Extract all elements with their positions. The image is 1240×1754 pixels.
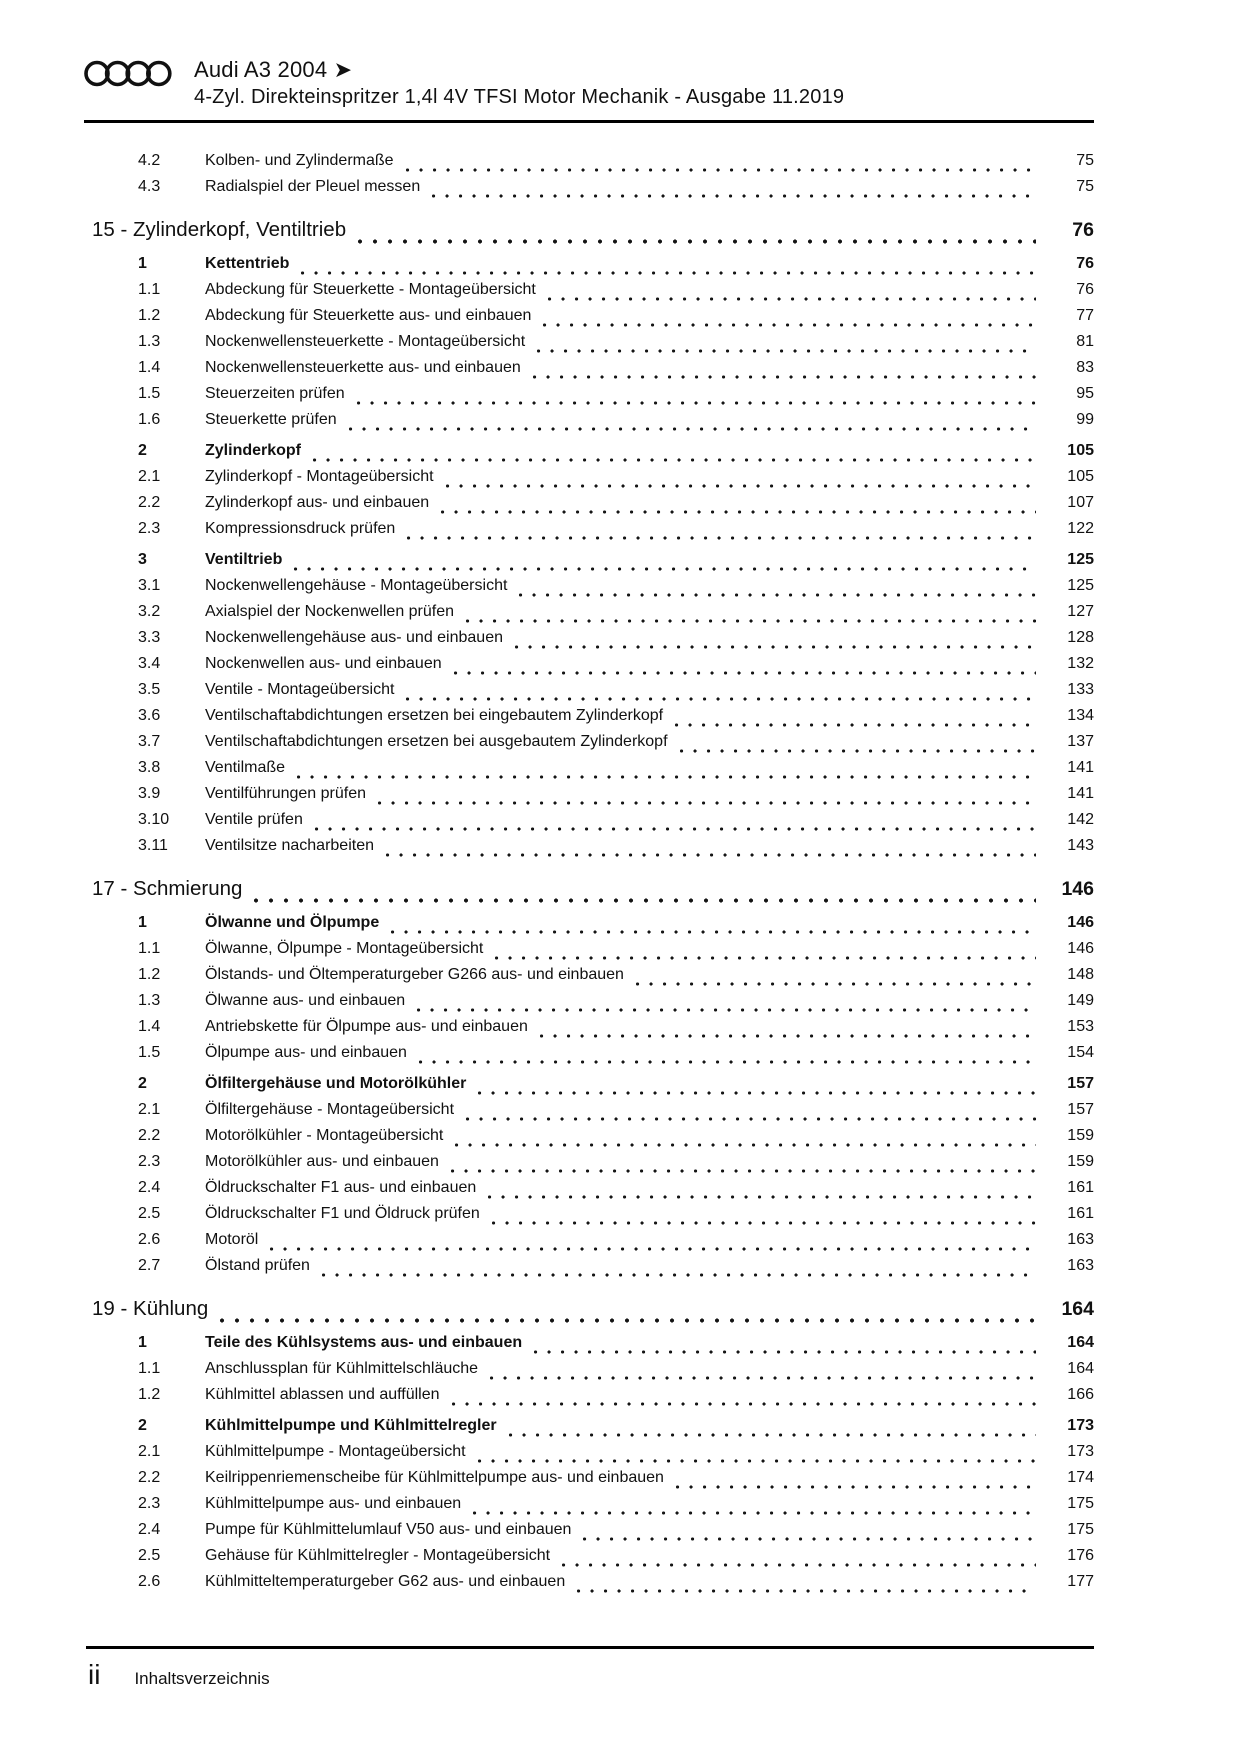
toc-entry-page: 142 [1067, 811, 1094, 828]
footer-divider [86, 1646, 1094, 1649]
toc-row [88, 411, 1094, 437]
dot-leader [315, 827, 1036, 831]
page-footer [88, 1660, 270, 1690]
toc-entry-title: Ölfiltergehäuse und Motorölkühler [205, 1075, 467, 1092]
toc-entry-title: Ölfiltergehäuse - Montageübersicht [205, 1101, 455, 1118]
toc-entry-number: 2.7 [138, 1257, 161, 1274]
toc-entry-number: 2.2 [138, 494, 161, 511]
toc-entry-title: Zylinderkopf - Montageübersicht [205, 468, 434, 485]
toc-entry-page: 153 [1067, 1018, 1094, 1035]
toc-entry-page: 127 [1067, 603, 1094, 620]
toc-entry-page: 95 [1076, 385, 1094, 402]
dot-leader [301, 271, 1036, 275]
toc-row [88, 1360, 1094, 1386]
toc-entry-number: 1.3 [138, 992, 161, 1009]
toc-entry-page: 105 [1067, 468, 1094, 485]
header-divider [84, 120, 1094, 123]
toc-entry-title: Ventilmaße [205, 759, 286, 776]
dot-leader [533, 375, 1036, 379]
toc-row [88, 442, 1094, 468]
dot-leader [407, 536, 1036, 540]
toc-row [88, 255, 1094, 281]
toc-entry-number: 1.2 [138, 307, 161, 324]
dot-leader [322, 1273, 1036, 1277]
footer-section-label: Inhaltsverzeichnis [134, 1669, 270, 1688]
dot-leader [406, 697, 1036, 701]
toc-row [88, 385, 1094, 411]
toc-row [88, 1231, 1094, 1257]
toc-row [88, 333, 1094, 359]
toc-entry-page: 174 [1067, 1469, 1094, 1486]
toc-entry-title: Kompressionsdruck prüfen [205, 520, 396, 537]
toc-row [88, 837, 1094, 863]
toc-row [88, 1018, 1094, 1044]
toc-row [88, 1469, 1094, 1495]
toc-entry-number: 1 [138, 255, 147, 272]
toc-row [88, 1547, 1094, 1573]
toc-entry-page: 164 [1067, 1360, 1094, 1377]
toc-row [88, 877, 1094, 909]
toc-entry-page: 76 [1076, 281, 1094, 298]
dot-leader [466, 1117, 1036, 1121]
toc-row [88, 1417, 1094, 1443]
toc-entry-title: Abdeckung für Steuerkette aus- und einbauen [205, 307, 532, 324]
dot-leader [562, 1563, 1036, 1567]
toc-row [88, 494, 1094, 520]
toc-row [88, 468, 1094, 494]
toc-entry-page: 125 [1067, 577, 1094, 594]
toc-row [88, 603, 1094, 629]
toc-entry-number: 3.10 [138, 811, 170, 828]
toc-entry-title: Nockenwellengehäuse aus- und einbauen [205, 629, 503, 646]
toc-row [88, 520, 1094, 546]
toc-row [88, 218, 1094, 250]
toc-entry-page: 176 [1067, 1547, 1094, 1564]
toc [88, 152, 1094, 1599]
toc-row [88, 629, 1094, 655]
toc-entry-number: 2.1 [138, 468, 161, 485]
dot-leader [537, 349, 1036, 353]
toc-entry-title: Gehäuse für Kühlmittelregler - Montageübersicht [205, 1547, 551, 1564]
toc-entry-page: 75 [1076, 178, 1094, 195]
toc-entry-title: 17 - Schmierung [92, 877, 243, 900]
page-header [84, 56, 1094, 110]
dot-leader [452, 1402, 1036, 1406]
toc-row [88, 733, 1094, 759]
dot-leader [543, 323, 1036, 327]
toc-entry-title: Ölwanne aus- und einbauen [205, 992, 406, 1009]
toc-entry-page: 175 [1067, 1495, 1094, 1512]
toc-entry-number: 1.5 [138, 1044, 161, 1061]
toc-row [88, 940, 1094, 966]
dot-leader [441, 510, 1036, 514]
toc-row [88, 992, 1094, 1018]
toc-entry-number: 2.2 [138, 1127, 161, 1144]
toc-row [88, 1179, 1094, 1205]
dot-leader [357, 401, 1036, 405]
toc-entry-number: 1.2 [138, 1386, 161, 1403]
dot-leader [294, 567, 1036, 571]
page-number: ii [88, 1659, 101, 1690]
toc-entry-number: 3.6 [138, 707, 161, 724]
dot-leader [495, 956, 1036, 960]
toc-entry-title: Kühlmittelpumpe aus- und einbauen [205, 1495, 462, 1512]
toc-entry-title: Steuerkette prüfen [205, 411, 337, 428]
dot-leader [540, 1034, 1036, 1038]
toc-entry-page: 159 [1067, 1153, 1094, 1170]
header-text [194, 56, 844, 110]
dot-leader [297, 775, 1036, 779]
toc-entry-title: Motoröl [205, 1231, 259, 1248]
toc-entry-title: Nockenwellengehäuse - Montageübersicht [205, 577, 508, 594]
toc-row [88, 1044, 1094, 1070]
toc-entry-number: 1.3 [138, 333, 161, 350]
toc-entry-title: Radialspiel der Pleuel messen [205, 178, 421, 195]
toc-row [88, 655, 1094, 681]
toc-entry-number: 3.3 [138, 629, 161, 646]
toc-entry-number: 2.6 [138, 1573, 161, 1590]
toc-entry-number: 2.4 [138, 1521, 161, 1538]
toc-entry-number: 3.8 [138, 759, 161, 776]
toc-entry-title: Ventiltrieb [205, 551, 283, 568]
toc-entry-page: 173 [1067, 1443, 1094, 1460]
toc-entry-title: Anschlussplan für Kühlmittelschläuche [205, 1360, 479, 1377]
toc-row [88, 1297, 1094, 1329]
toc-entry-number: 3.11 [138, 837, 168, 854]
toc-entry-title: Teile des Kühlsystems aus- und einbauen [205, 1334, 523, 1351]
toc-entry-page: 76 [1072, 219, 1094, 241]
toc-entry-number: 3.7 [138, 733, 161, 750]
toc-entry-title: Pumpe für Kühlmittelumlauf V50 aus- und einbauen [205, 1521, 572, 1538]
dot-leader [473, 1511, 1036, 1515]
toc-entry-number: 2.3 [138, 1153, 161, 1170]
toc-entry-title: Antriebskette für Ölpumpe aus- und einbauen [205, 1018, 528, 1035]
toc-entry-number: 3.9 [138, 785, 161, 802]
toc-entry-number: 2.2 [138, 1469, 161, 1486]
toc-entry-page: 134 [1067, 707, 1094, 724]
toc-entry-number: 2 [138, 442, 147, 459]
toc-entry-title: Ölwanne und Ölpumpe [205, 914, 380, 931]
toc-entry-title: Kühlmittelpumpe - Montageübersicht [205, 1443, 466, 1460]
toc-entry-page: 128 [1067, 629, 1094, 646]
toc-entry-page: 107 [1067, 494, 1094, 511]
toc-entry-title: Nockenwellen aus- und einbauen [205, 655, 442, 672]
toc-entry-number: 2 [138, 1417, 147, 1434]
toc-entry-page: 164 [1061, 1298, 1094, 1320]
toc-row [88, 1127, 1094, 1153]
toc-row [88, 307, 1094, 333]
toc-entry-page: 157 [1067, 1075, 1094, 1092]
dot-leader [636, 982, 1036, 986]
toc-row [88, 1153, 1094, 1179]
toc-entry-title: Motorölkühler - Montageübersicht [205, 1127, 444, 1144]
dot-leader [386, 853, 1036, 857]
toc-entry-number: 3.2 [138, 603, 161, 620]
toc-entry-title: Öldruckschalter F1 und Öldruck prüfen [205, 1205, 480, 1222]
dot-leader [478, 1091, 1036, 1095]
dot-leader [254, 898, 1036, 903]
toc-entry-page: 141 [1067, 759, 1094, 776]
toc-row [88, 966, 1094, 992]
dot-leader [406, 168, 1036, 172]
toc-row [88, 707, 1094, 733]
dot-leader [488, 1195, 1036, 1199]
toc-entry-page: 177 [1067, 1573, 1094, 1590]
dot-leader [432, 194, 1036, 198]
toc-entry-page: 166 [1067, 1386, 1094, 1403]
toc-row [88, 281, 1094, 307]
toc-row [88, 577, 1094, 603]
toc-row [88, 811, 1094, 837]
toc-entry-title: Ölstands- und Öltemperaturgeber G266 aus- und einbauen [205, 966, 624, 983]
toc-entry-number: 1.4 [138, 359, 161, 376]
toc-entry-page: 159 [1067, 1127, 1094, 1144]
toc-entry-title: Abdeckung für Steuerkette - Montageübersicht [205, 281, 536, 298]
toc-entry-number: 4.3 [138, 178, 161, 195]
toc-entry-number: 4.2 [138, 152, 161, 169]
toc-entry-page: 146 [1067, 940, 1094, 957]
toc-entry-title: 15 - Zylinderkopf, Ventiltrieb [92, 218, 347, 241]
toc-entry-page: 75 [1076, 152, 1094, 169]
toc-entry-title: Kettentrieb [205, 255, 290, 272]
model-title: Audi A3 2004 ➤ [194, 57, 353, 82]
toc-row [88, 551, 1094, 577]
dot-leader [680, 749, 1036, 753]
toc-entry-page: 175 [1067, 1521, 1094, 1538]
dot-leader [676, 1485, 1036, 1489]
toc-entry-page: 173 [1067, 1417, 1094, 1434]
toc-entry-page: 141 [1067, 785, 1094, 802]
toc-entry-number: 2.1 [138, 1101, 161, 1118]
toc-row [88, 1205, 1094, 1231]
toc-entry-title: Öldruckschalter F1 aus- und einbauen [205, 1179, 477, 1196]
toc-entry-number: 2.4 [138, 1179, 161, 1196]
dot-leader [509, 1433, 1036, 1437]
dot-leader [451, 1169, 1036, 1173]
toc-entry-number: 1 [138, 1334, 147, 1351]
dot-leader [455, 1143, 1036, 1147]
toc-entry-title: Nockenwellensteuerkette - Montageübersicht [205, 333, 526, 350]
toc-entry-title: Ventile prüfen [205, 811, 303, 828]
dot-leader [519, 593, 1036, 597]
toc-entry-number: 1 [138, 914, 147, 931]
toc-row [88, 152, 1094, 178]
toc-entry-page: 77 [1076, 307, 1094, 324]
toc-entry-title: Steuerzeiten prüfen [205, 385, 345, 402]
toc-entry-title: 19 - Kühlung [92, 1297, 209, 1320]
toc-entry-title: Ölstand prüfen [205, 1257, 310, 1274]
toc-entry-page: 105 [1067, 442, 1094, 459]
toc-entry-title: Kühlmittel ablassen und auffüllen [205, 1386, 440, 1403]
toc-entry-title: Ventilsitze nacharbeiten [205, 837, 374, 854]
toc-entry-number: 3 [138, 551, 147, 568]
toc-entry-title: Ventilschaftabdichtungen ersetzen bei eingebautem Zylinderkopf [205, 707, 664, 724]
toc-entry-number: 1.4 [138, 1018, 161, 1035]
toc-row [88, 759, 1094, 785]
toc-row [88, 1334, 1094, 1360]
toc-entry-page: 146 [1067, 914, 1094, 931]
toc-entry-page: 161 [1067, 1179, 1094, 1196]
toc-entry-title: Ventile - Montageübersicht [205, 681, 395, 698]
dot-leader [419, 1060, 1036, 1064]
toc-entry-page: 83 [1076, 359, 1094, 376]
dot-leader [548, 297, 1036, 301]
toc-entry-page: 149 [1067, 992, 1094, 1009]
toc-row [88, 178, 1094, 204]
toc-row [88, 1075, 1094, 1101]
toc-row [88, 1443, 1094, 1469]
dot-leader [515, 645, 1036, 649]
toc-entry-page: 76 [1076, 255, 1094, 272]
dot-leader [454, 671, 1036, 675]
toc-entry-number: 1.1 [138, 940, 161, 957]
toc-entry-page: 143 [1067, 837, 1094, 854]
toc-row [88, 914, 1094, 940]
toc-entry-title: Zylinderkopf aus- und einbauen [205, 494, 430, 511]
dot-leader [577, 1589, 1036, 1593]
toc-entry-number: 2.3 [138, 520, 161, 537]
toc-entry-page: 132 [1067, 655, 1094, 672]
toc-entry-page: 99 [1076, 411, 1094, 428]
toc-row [88, 1573, 1094, 1599]
toc-entry-title: Nockenwellensteuerkette aus- und einbauen [205, 359, 521, 376]
toc-entry-title: Ölpumpe aus- und einbauen [205, 1044, 407, 1061]
toc-entry-page: 157 [1067, 1101, 1094, 1118]
dot-leader [446, 484, 1036, 488]
dot-leader [583, 1537, 1036, 1541]
toc-entry-number: 1.1 [138, 281, 161, 298]
dot-leader [220, 1318, 1036, 1323]
toc-entry-number: 1.2 [138, 966, 161, 983]
toc-entry-page: 125 [1067, 551, 1094, 568]
dot-leader [417, 1008, 1036, 1012]
dot-leader [378, 801, 1036, 805]
toc-entry-number: 2 [138, 1075, 147, 1092]
toc-entry-page: 133 [1067, 681, 1094, 698]
toc-row [88, 1495, 1094, 1521]
toc-entry-title: Axialspiel der Nockenwellen prüfen [205, 603, 455, 620]
toc-entry-page: 146 [1061, 878, 1094, 900]
toc-entry-page: 148 [1067, 966, 1094, 983]
toc-entry-title: Kolben- und Zylindermaße [205, 152, 394, 169]
toc-entry-number: 1.5 [138, 385, 161, 402]
document-subtitle: 4-Zyl. Direkteinspritzer 1,4l 4V TFSI Motor Mechanik - Ausgabe 11.2019 [194, 86, 845, 108]
toc-row [88, 681, 1094, 707]
toc-entry-number: 3.4 [138, 655, 161, 672]
toc-entry-number: 2.5 [138, 1205, 161, 1222]
toc-entry-number: 3.1 [138, 577, 161, 594]
dot-leader [466, 619, 1036, 623]
dot-leader [675, 723, 1036, 727]
toc-entry-page: 154 [1067, 1044, 1094, 1061]
toc-entry-number: 2.6 [138, 1231, 161, 1248]
dot-leader [534, 1350, 1036, 1354]
toc-entry-title: Ventilführungen prüfen [205, 785, 367, 802]
dot-leader [313, 458, 1036, 462]
toc-row [88, 1101, 1094, 1127]
toc-entry-page: 122 [1067, 520, 1094, 537]
audi-rings-icon [84, 58, 172, 94]
toc-entry-number: 3.5 [138, 681, 161, 698]
toc-entry-number: 1.1 [138, 1360, 161, 1377]
toc-entry-page: 163 [1067, 1257, 1094, 1274]
toc-entry-number: 2.3 [138, 1495, 161, 1512]
toc-entry-number: 2.1 [138, 1443, 161, 1460]
toc-entry-number: 1.6 [138, 411, 161, 428]
dot-leader [270, 1247, 1036, 1251]
toc-entry-page: 81 [1076, 333, 1094, 350]
toc-entry-title: Motorölkühler aus- und einbauen [205, 1153, 439, 1170]
toc-entry-number: 2.5 [138, 1547, 161, 1564]
dot-leader [349, 427, 1036, 431]
toc-row [88, 359, 1094, 385]
toc-entry-title: Keilrippenriemenscheibe für Kühlmittelpumpe aus- und einbauen [205, 1469, 664, 1486]
toc-row [88, 1521, 1094, 1547]
dot-leader [391, 930, 1036, 934]
toc-entry-page: 163 [1067, 1231, 1094, 1248]
dot-leader [358, 239, 1036, 244]
toc-row [88, 785, 1094, 811]
toc-entry-page: 164 [1067, 1334, 1094, 1351]
dot-leader [490, 1376, 1036, 1380]
toc-entry-title: Kühlmittelpumpe und Kühlmittelregler [205, 1417, 497, 1434]
toc-entry-page: 137 [1067, 733, 1094, 750]
toc-entry-title: Ölwanne, Ölpumpe - Montageübersicht [205, 940, 484, 957]
toc-entry-title: Ventilschaftabdichtungen ersetzen bei ausgebautem Zylinderkopf [205, 733, 668, 750]
dot-leader [492, 1221, 1036, 1225]
toc-entry-page: 161 [1067, 1205, 1094, 1222]
toc-row [88, 1386, 1094, 1412]
toc-entry-title: Zylinderkopf [205, 442, 302, 459]
toc-entry-title: Kühlmitteltemperaturgeber G62 aus- und einbauen [205, 1573, 566, 1590]
toc-row [88, 1257, 1094, 1283]
dot-leader [478, 1459, 1036, 1463]
